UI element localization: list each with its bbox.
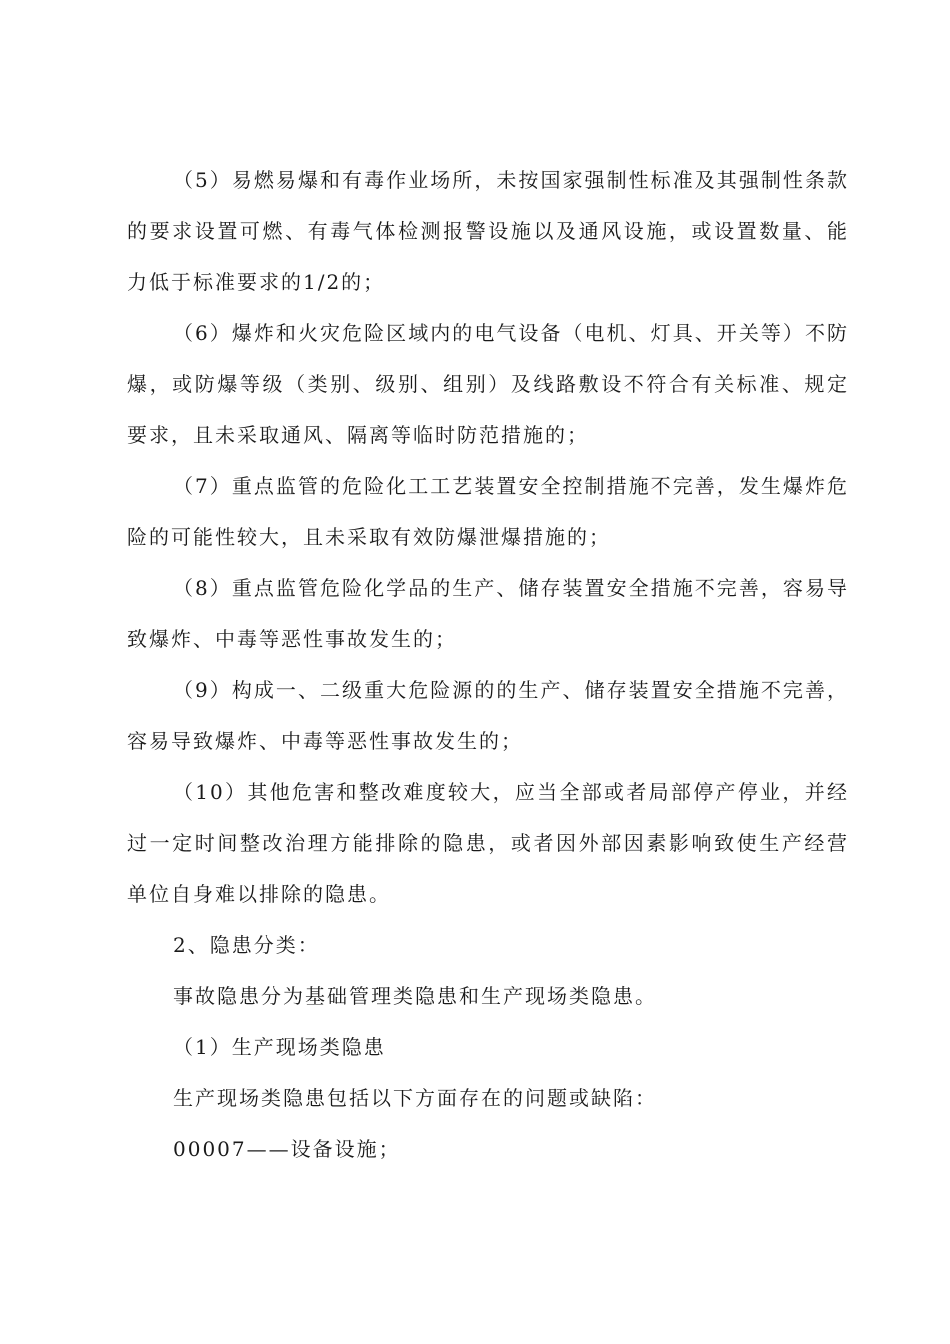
paragraph-item-7: （7）重点监管的危险化工工艺装置安全控制措施不完善，发生爆炸危险的可能性较大，且未采取有效防爆泄爆措施的； [127,474,849,549]
section-heading-hazard-classification: 2、隐患分类： [173,933,320,957]
list-item-equipment-facilities: 00007——设备设施； [173,1137,401,1161]
paragraph-item-8: （8）重点监管危险化学品的生产、储存装置安全措施不完善，容易导致爆炸、中毒等恶性事故发生的； [127,576,849,651]
document-body [127,155,849,1175]
paragraph-item-6: （6）爆炸和火灾危险区域内的电气设备（电机、灯具、开关等）不防爆，或防爆等级（类别、级别、组别）及线路敷设不符合有关标准、规定要求，且未采取通风、隔离等临时防范措施的； [127,321,849,447]
paragraph-production-site-intro: 生产现场类隐患包括以下方面存在的问题或缺陷： [173,1086,657,1110]
subheading-production-site-hazards: （1）生产现场类隐患 [173,1035,386,1059]
paragraph-item-9: （9）构成一、二级重大危险源的的生产、储存装置安全措施不完善，容易导致爆炸、中毒等恶性事故发生的； [127,678,849,753]
paragraph-item-5: （5）易燃易爆和有毒作业场所，未按国家强制性标准及其强制性条款的要求设置可燃、有毒气体检测报警设施以及通风设施，或设置数量、能力低于标准要求的1/2的； [127,168,849,294]
paragraph-item-10: （10）其他危害和整改难度较大，应当全部或者局部停产停业，并经过一定时间整改治理方能排除的隐患，或者因外部因素影响致使生产经营单位自身难以排除的隐患。 [127,780,849,906]
paragraph-classification-intro: 事故隐患分为基础管理类隐患和生产现场类隐患。 [173,984,657,1008]
